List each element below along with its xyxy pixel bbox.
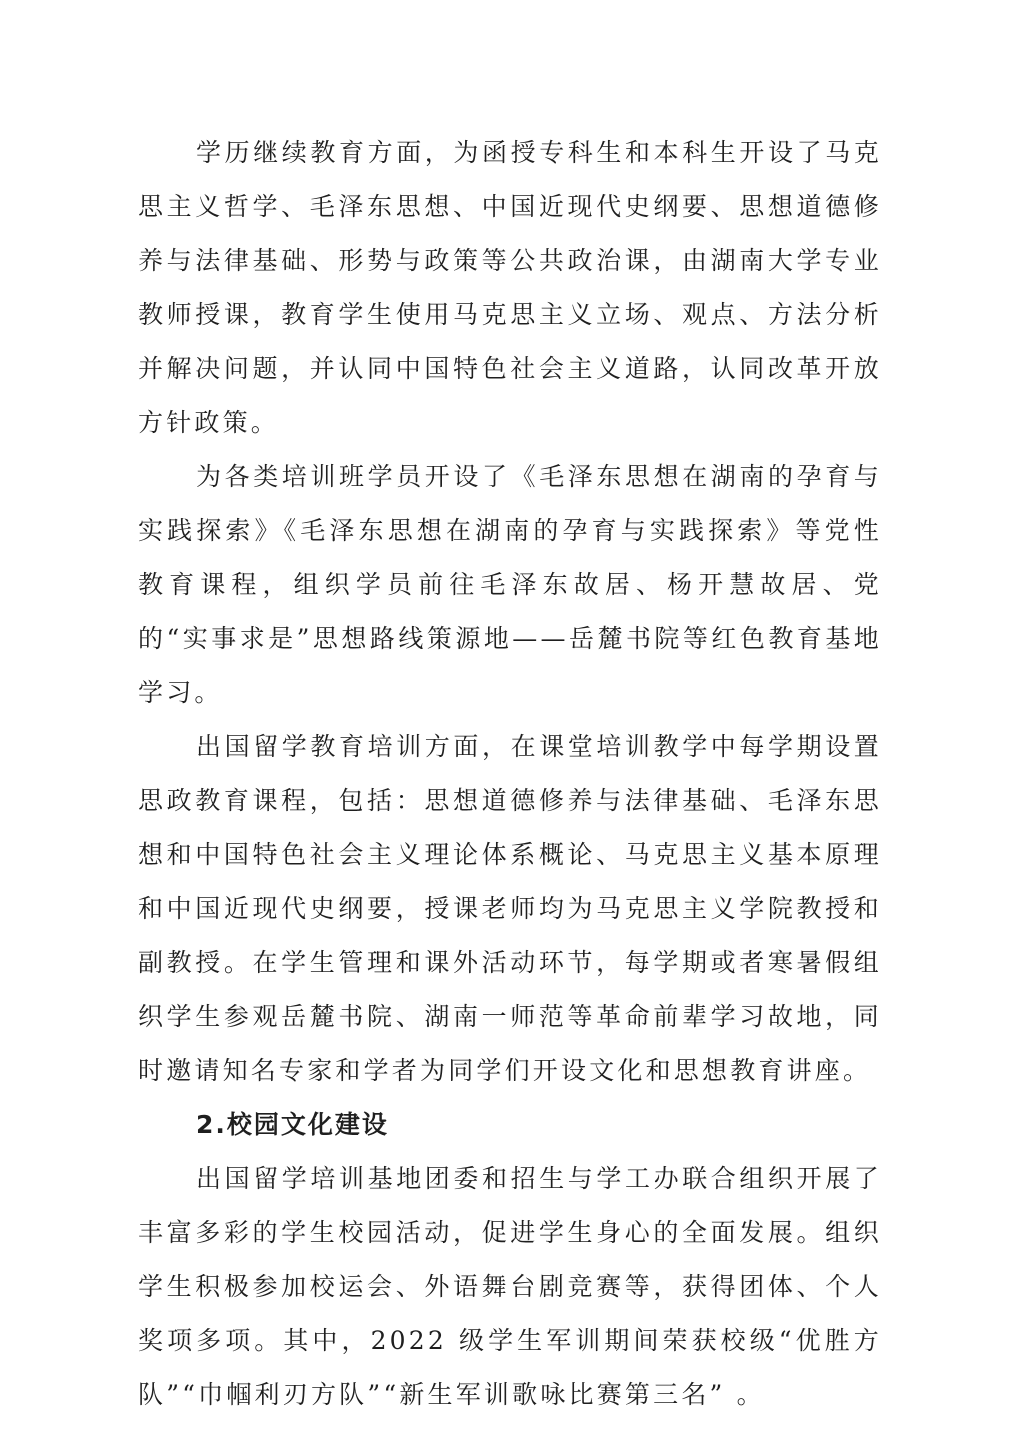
paragraph-continuing-education: 学历继续教育方面，为函授专科生和本科生开设了马克思主义哲学、毛泽东思想、中国近现代史纲要、思想道德修养与法律基础、形势与政策等公共政治课，由湖南大学专业教师授课，教育学生使用马克思主义立场、观点、方法分析并解决问题，并认同中国特色社会主义道路，认同改革开放方针政策。 bbox=[138, 138, 882, 437]
paragraph-campus-culture: 出国留学培训基地团委和招生与学工办联合组织开展了丰富多彩的学生校园活动，促进学生身心的全面发展。组织学生积极参加校运会、外语舞台剧竞赛等，获得团体、个人奖项多项。其中，2022 级学生军训期间荣获校级“优胜方队”“巾帼利刃方队”“新生军训歌咏比赛第三名” 。 bbox=[138, 1164, 882, 1409]
paragraph-training-courses: 为各类培训班学员开设了《毛泽东思想在湖南的孕育与实践探索》《毛泽东思想在湖南的孕育与实践探索》等党性教育课程，组织学员前往毛泽东故居、杨开慧故居、党的“实事求是”思想路线策源地——岳麓书院等红色教育基地学习。 bbox=[138, 462, 882, 707]
section-heading: 2.校园文化建设 bbox=[196, 1110, 389, 1139]
document-body bbox=[138, 126, 882, 1422]
paragraph-study-abroad: 出国留学教育培训方面，在课堂培训教学中每学期设置思政教育课程，包括：思想道德修养与法律基础、毛泽东思想和中国特色社会主义理论体系概论、马克思主义基本原理和中国近现代史纲要，授课老师均为马克思主义学院教授和副教授。在学生管理和课外活动环节，每学期或者寒暑假组织学生参观岳麓书院、湖南一师范等革命前辈学习故地，同时邀请知名专家和学者为同学们开设文化和思想教育讲座。 bbox=[138, 732, 882, 1085]
